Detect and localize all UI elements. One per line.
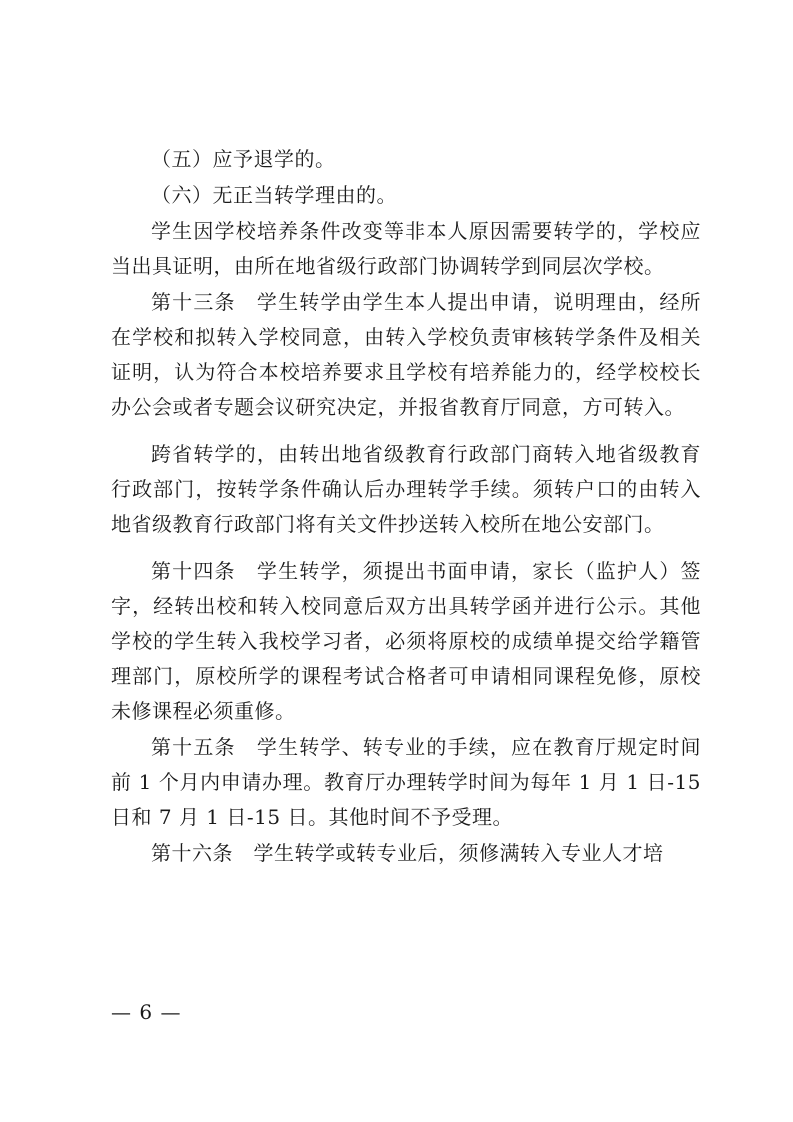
paragraph-article-13: 第十三条 学生转学由学生本人提出申请，说明理由，经所在学校和拟转入学校同意，由转入学校负责审核转学条件及相关证明，认为符合本校培养要求且学校有培养能力的，经学校校长办公会或者专题会议研究决定，并报省教育厅同意，方可转入。 bbox=[111, 290, 701, 419]
paragraph-cross-province: 跨省转学的，由转出地省级教育行政部门商转入地省级教育行政部门，按转学条件确认后办理转学手续。须转户口的由转入地省级教育行政部门将有关文件抄送转入校所在地公安部门。 bbox=[111, 442, 701, 536]
paragraph-school-condition: 学生因学校培养条件改变等非本人原因需要转学的，学校应当出具证明，由所在地省级行政部门协调转学到同层次学校。 bbox=[111, 219, 701, 278]
paragraph-article-14: 第十四条 学生转学，须提出书面申请，家长（监护人）签字，经转出校和转入校同意后双方出具转学函并进行公示。其他学校的学生转入我校学习者，必须将原校的成绩单提交给学籍管理部门，原校所学的课程考试合格者可申请相同课程免修，原校未修课程必须重修。 bbox=[111, 559, 701, 723]
page-number: — 6 — bbox=[111, 1000, 182, 1024]
paragraph-item-5: （五）应予退学的。 bbox=[151, 147, 336, 171]
paragraph-item-6: （六）无正当转学理由的。 bbox=[151, 183, 397, 207]
document-body bbox=[111, 142, 701, 871]
paragraph-article-16: 第十六条 学生转学或转专业后，须修满转入专业人才培 bbox=[151, 841, 664, 865]
paragraph-article-15: 第十五条 学生转学、转专业的手续，应在教育厅规定时间前 1 个月内申请办理。教育厅办理转学时间为每年 1 月 1 日-15 日和 7 月 1 日-15 日。其他时间不予受理。 bbox=[111, 735, 701, 829]
